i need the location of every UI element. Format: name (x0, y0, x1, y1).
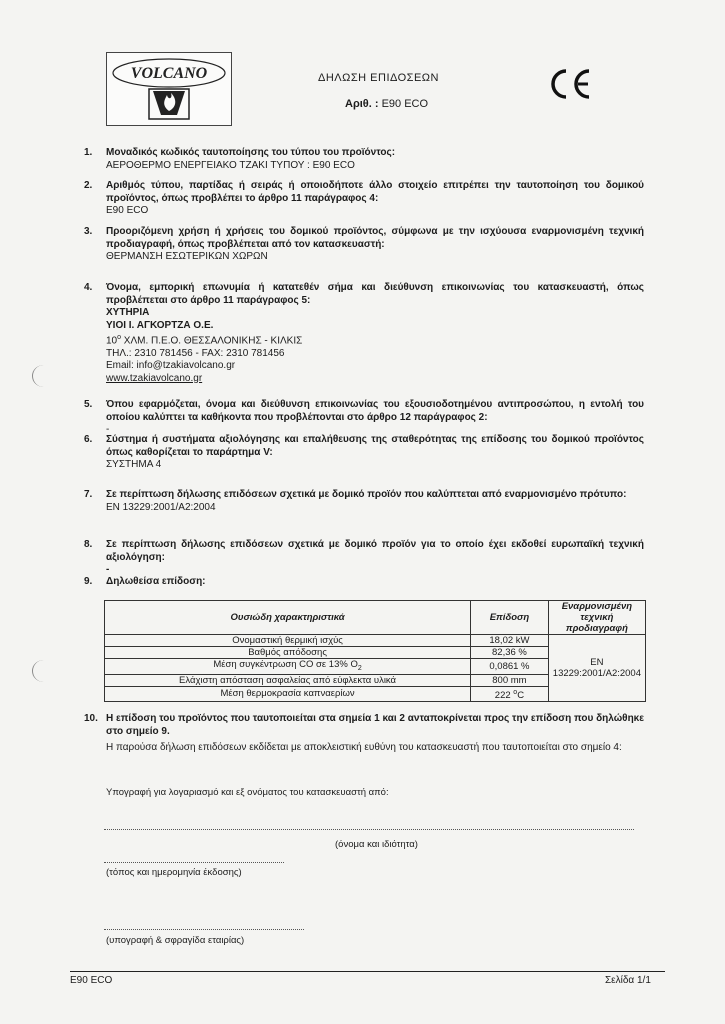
item-4 (84, 282, 644, 385)
item-5 (84, 399, 644, 437)
temp-value: 222 (494, 690, 514, 702)
temp-sup: o (513, 688, 518, 696)
volcano-logo (106, 52, 232, 126)
table-cell (471, 686, 549, 701)
item-question: Η επίδοση του προϊόντος που ταυτοποιείται στα σημεία 1 και 2 ανταποκρίνεται προς την επίδοση που δηλώθηκε στο σημείο 9. (106, 713, 644, 737)
number-label: Αριθ. : (345, 98, 379, 110)
item-number: 8. (84, 539, 93, 550)
table-cell: 800 mm (471, 674, 549, 686)
document-number (345, 98, 428, 110)
address-number: 10 (106, 335, 118, 347)
item-question: Προοριζόμενη χρήση ή χρήσεις του δομικού προϊόντος, σύμφωνα με την ισχύουσα εναρμονισμένη τεχνική προδιαγραφή, όπως προβλέπεται από τον κατασκευαστή: (106, 226, 644, 250)
item-number: 1. (84, 147, 93, 158)
punch-hole-mark (32, 660, 55, 682)
footer-page: Σελίδα 1/1 (605, 975, 651, 986)
footer-divider (70, 971, 665, 972)
table-header: Εναρμονισμένη τεχνική προδιαγραφή (548, 601, 645, 635)
table-cell (105, 659, 471, 675)
item-question: Όνομα, εμπορική επωνυμία ή κατατεθέν σήμα και διεύθυνση επικοινωνίας του κατασκευαστή, όπως προβλέπεται στο άρθρο 11 παράγραφος 5: (106, 282, 644, 306)
item-question: Σε περίπτωση δήλωσης επιδόσεων σχετικά με δομικό προϊόν που καλύπτεται από εναρμονισμένο πρότυπο: (106, 489, 627, 500)
footer-model: E90 ECO (70, 975, 113, 986)
item-number: 5. (84, 399, 93, 410)
ce-mark-icon (545, 66, 595, 102)
volcano-logo-icon (107, 53, 231, 125)
performance-table (104, 600, 646, 702)
temp-unit: C (517, 690, 525, 702)
item-answer: - (106, 564, 110, 575)
item-10 (84, 713, 644, 755)
item-number: 4. (84, 282, 93, 293)
address-rest: ΧΛΜ. Π.Ε.Ο. ΘΕΣΣΑΛΟΝΙΚΗΣ - ΚΙΛΚΙΣ (121, 335, 303, 347)
table-header-row (105, 601, 646, 635)
item-question: Όπου εφαρμόζεται, όνομα και διεύθυνση επικοινωνίας του εξουσιοδοτημένου αντιπροσώπου, η εντολή του οποίου καλύπτει τα καθήκοντα που προβλέπονται στο άρθρο 12 παράγραφος 2: (106, 399, 644, 423)
table-cell: Μέση θερμοκρασία καπναερίων (105, 686, 471, 701)
ce-mark-text: CE (545, 66, 547, 67)
item-number: 10. (84, 713, 98, 724)
item-answer: EN 13229:2001/A2:2004 (106, 501, 216, 513)
table-cell: 82,36 % (471, 647, 549, 659)
item-number: 3. (84, 226, 93, 237)
table-row (105, 635, 646, 647)
item-6 (84, 434, 644, 472)
table-cell-spec: EN 13229:2001/A2:2004 (548, 635, 645, 702)
table-header: Ουσιώδη χαρακτηριστικά (105, 601, 471, 635)
signature-name-line (104, 829, 634, 830)
item-answer: E90 ECO (106, 205, 149, 216)
item-number: 7. (84, 489, 93, 500)
manufacturer-website[interactable] (106, 373, 644, 386)
table-cell: 18,02 kW (471, 635, 549, 647)
manufacturer-company: ΥΙΟΙ Ι. ΑΓΚΟΡΤΖΑ Ο.Ε. (106, 319, 214, 331)
item-question: Σε περίπτωση δήλωσης επιδόσεων σχετικά με δομικό προϊόν για το οποίο έχει εκδοθεί ευρωπαϊκή τεχνική αξιολόγηση: (106, 539, 644, 563)
signature-intro: Υπογραφή για λογαριασμό και εξ ονόματος του κατασκευαστή από: (106, 787, 389, 798)
place-label: (τόπος και ημερομηνία έκδοσης) (106, 867, 242, 878)
item-8 (84, 539, 644, 577)
item-answer: ΘΕΡΜΑΝΣΗ ΕΣΩΤΕΡΙΚΩΝ ΧΩΡΩΝ (106, 251, 268, 262)
punch-hole-mark (32, 365, 55, 387)
co-sub: 2 (357, 664, 362, 672)
item-question: Σύστημα ή συστήματα αξιολόγησης και επαλήθευσης της σταθερότητας της επίδοσης του δομικού προϊόντος όπως καθορίζεται το παράρτημα V: (106, 434, 644, 458)
place-line (104, 862, 284, 863)
item-1 (84, 147, 644, 172)
item-question: Αριθμός τύπου, παρτίδας ή σειράς ή οποιοδήποτε άλλο στοιχείο επιτρέπει την ταυτοποίηση του δομικού προϊόντος, όπως προβλέπει το άρθρο 11 παράγραφος 4: (106, 180, 644, 204)
manufacturer-name: ΧΥΤΗΡΙΑ (106, 307, 150, 318)
address-sup: ο (117, 334, 122, 341)
item-7 (84, 489, 644, 514)
item-2 (84, 180, 644, 218)
item-answer: ΑΕΡΟΘΕΡΜΟ ΕΝΕΡΓΕΙΑΚΟ ΤΖΑΚΙ ΤΥΠΟΥ : E90 ECO (106, 159, 355, 171)
manufacturer-address (106, 332, 644, 348)
table-cell: Ονομαστική θερμική ισχύς (105, 635, 471, 647)
stamp-line (104, 929, 304, 930)
table-cell: Βαθμός απόδοσης (105, 647, 471, 659)
manufacturer-email[interactable]: Email: info@tzakiavolcano.gr (106, 360, 236, 372)
stamp-label: (υπογραφή & σφραγίδα εταιρίας) (106, 935, 245, 946)
item-number: 9. (84, 576, 93, 587)
item-number: 6. (84, 434, 93, 445)
item-answer: Η παρούσα δήλωση επιδόσεων εκδίδεται με αποκλειστική ευθύνη του κατασκευαστή που ταυτοποιείται στο σημείο 4: (106, 742, 622, 753)
document-title: ΔΗΛΩΣΗ ΕΠΙΔΟΣΕΩΝ (318, 72, 439, 84)
number-value: E90 ECO (381, 98, 429, 110)
name-label: (όνομα και ιδιότητα) (335, 839, 418, 850)
manufacturer-phone: ΤΗΛ.: 2310 781456 - FAX: 2310 781456 (106, 347, 285, 359)
item-question: Μοναδικός κωδικός ταυτοποίησης του τύπου του προϊόντος: (106, 147, 396, 158)
table-cell: 0,0861 % (471, 659, 549, 675)
co-label: Μέση συγκέντρωση CO σε 13% O (213, 659, 358, 670)
table-header: Επίδοση (471, 601, 549, 635)
item-answer: - (106, 424, 110, 435)
item-number: 2. (84, 180, 93, 191)
logo-text: VOLCANO (130, 65, 208, 82)
website-link[interactable]: www.tzakiavolcano.gr (106, 372, 203, 384)
item-9 (84, 576, 644, 589)
item-3 (84, 226, 644, 264)
item-question: Δηλωθείσα επίδοση: (106, 576, 206, 587)
table-cell: Ελάχιστη απόσταση ασφαλείας από εύφλεκτα υλικά (105, 674, 471, 686)
item-answer: ΣΥΣΤΗΜΑ 4 (106, 459, 162, 470)
